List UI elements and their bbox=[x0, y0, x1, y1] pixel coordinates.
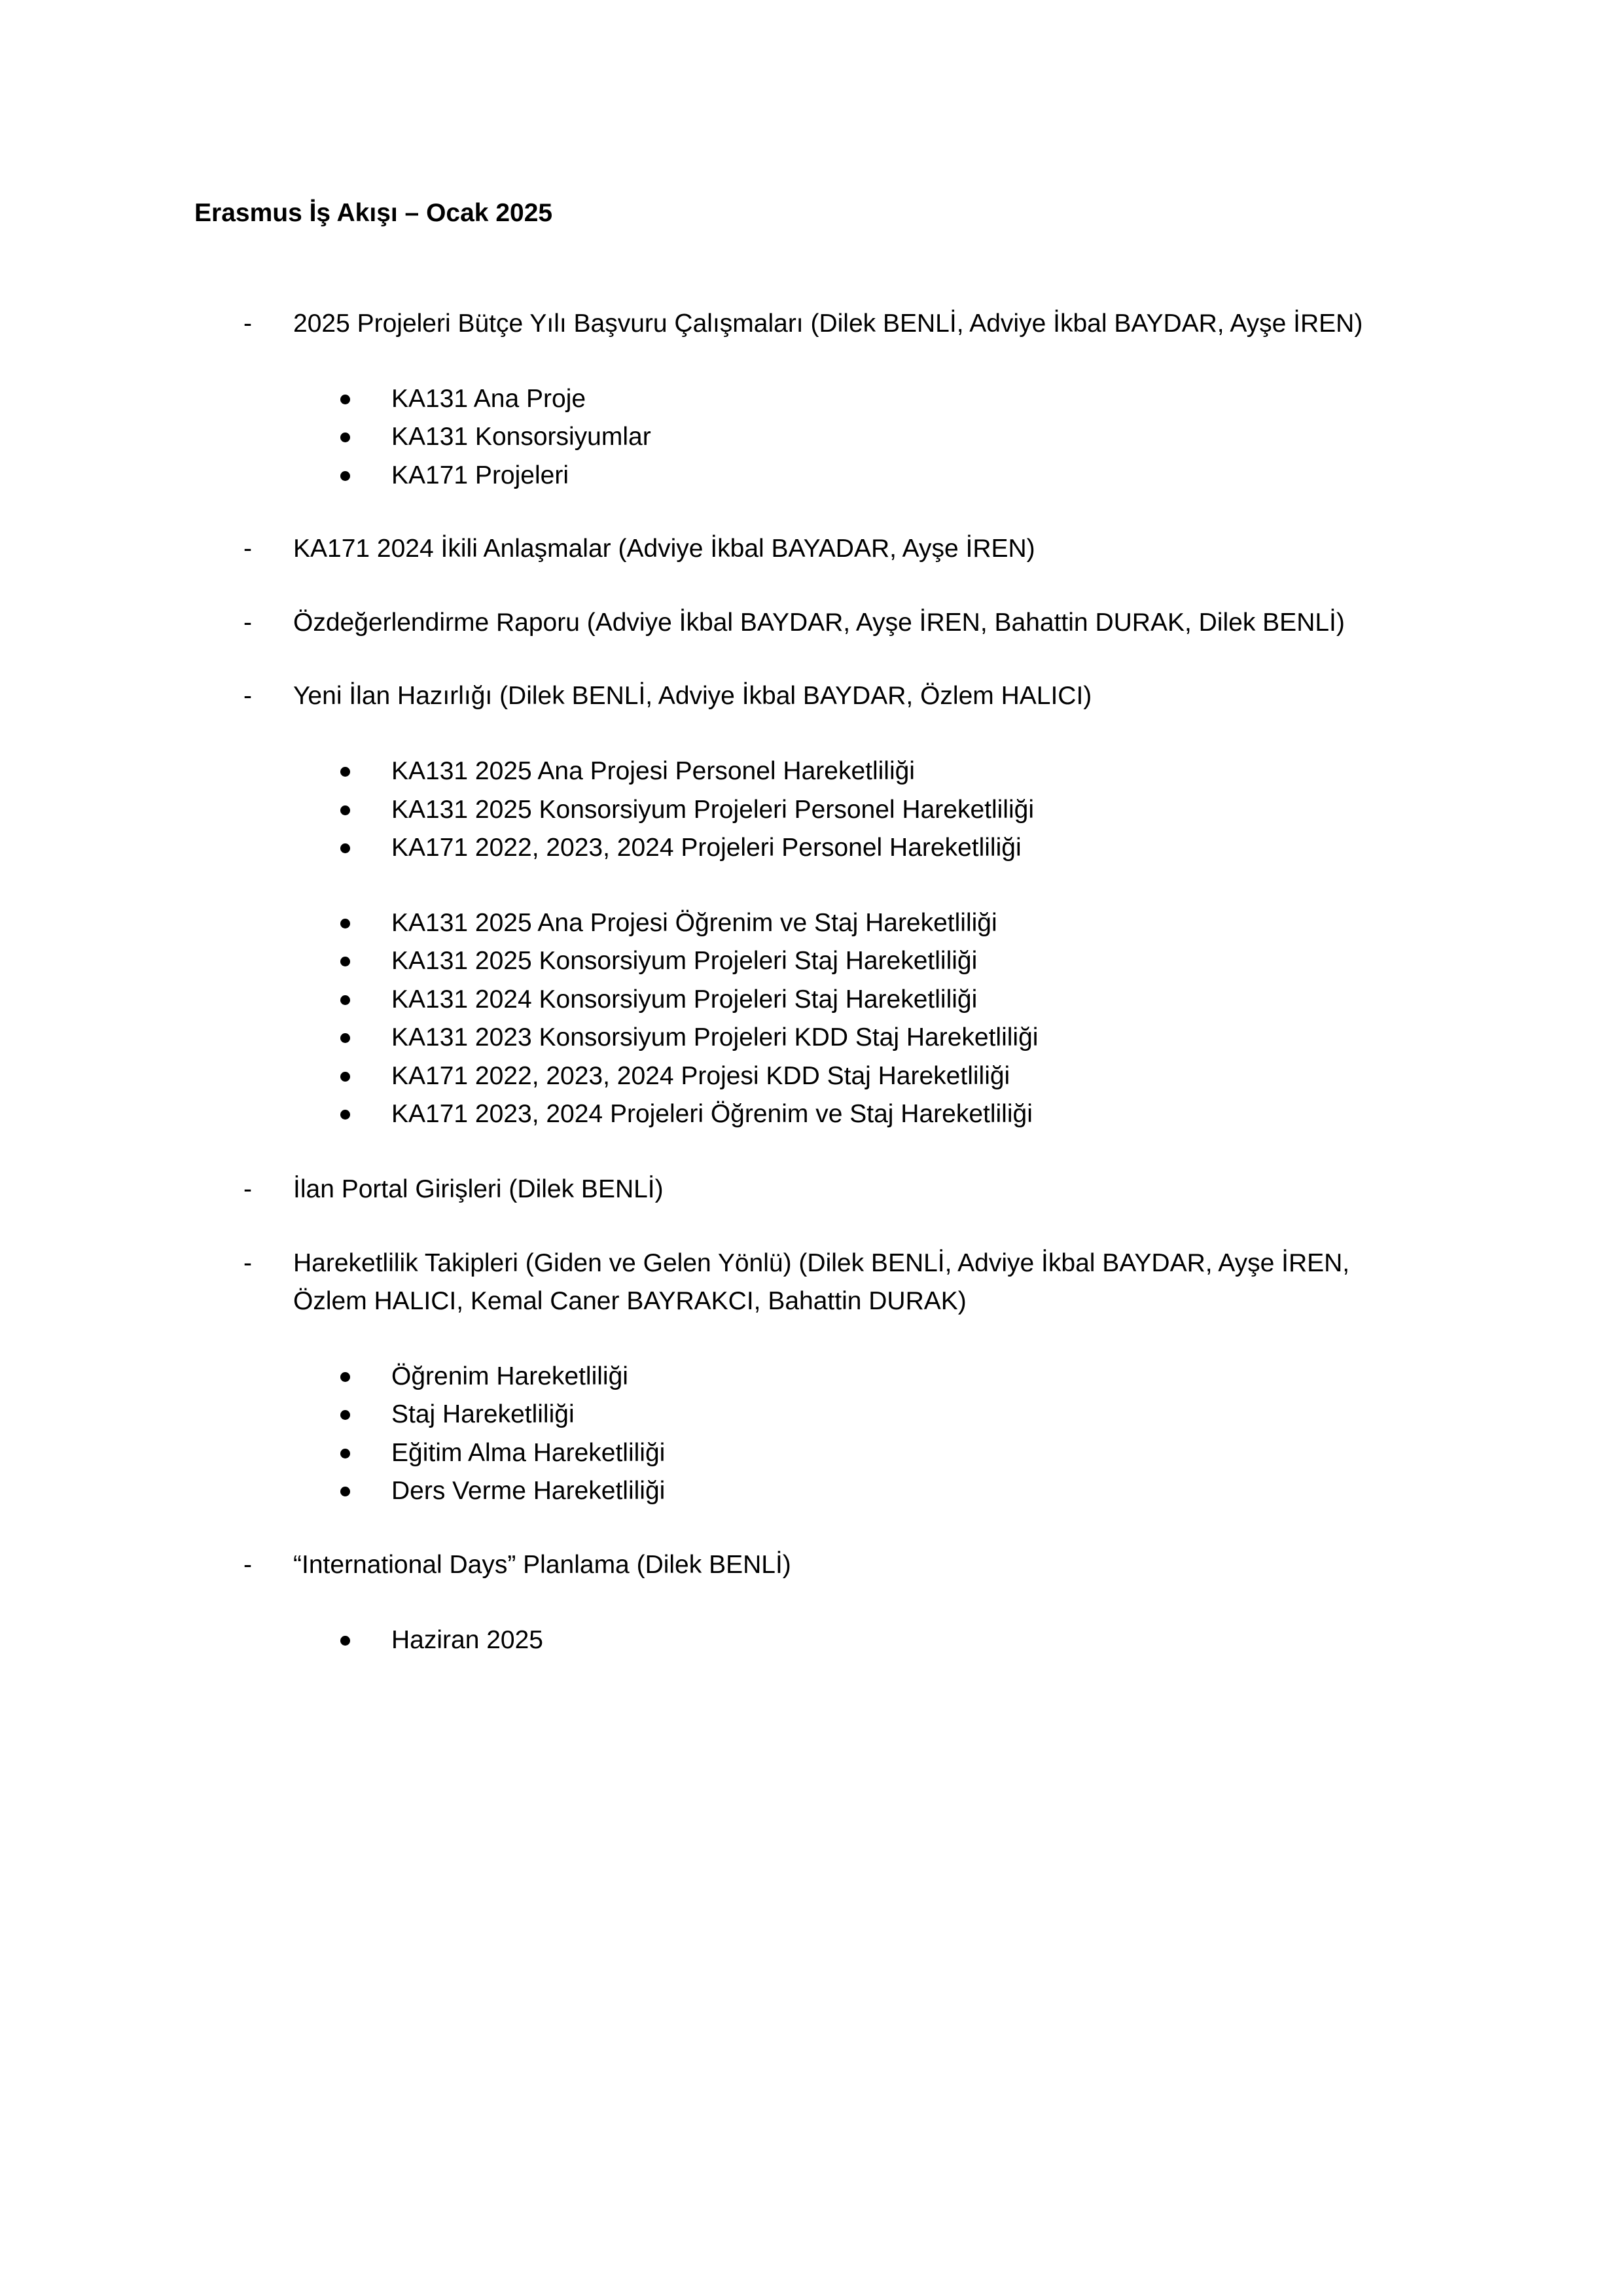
list-item bbox=[0, 752, 1623, 790]
list-item bbox=[0, 942, 1623, 980]
bullet-icon bbox=[339, 1621, 356, 1659]
section-heading-text: KA171 2024 İkili Anlaşmalar (Adviye İkbal BAYADAR, Ayşe İREN) bbox=[293, 535, 1035, 563]
bullet-icon bbox=[339, 981, 356, 1019]
list-item bbox=[0, 380, 1623, 418]
dash-marker: - bbox=[243, 535, 252, 563]
list-item-text: Öğrenim Hareketliliği bbox=[391, 1362, 628, 1390]
list-item bbox=[0, 904, 1623, 942]
section-heading-continuation bbox=[0, 1282, 1623, 1320]
dash-marker: - bbox=[243, 682, 252, 710]
list-item-text: KA131 2023 Konsorsiyum Projeleri KDD Staj Hareketliliği bbox=[391, 1023, 1039, 1051]
bullet-icon bbox=[339, 1396, 356, 1434]
bullet-icon bbox=[339, 1019, 356, 1057]
list-item bbox=[0, 457, 1623, 495]
section-heading-text: Özlem HALICI, Kemal Caner BAYRAKCI, Bahattin DURAK) bbox=[293, 1287, 967, 1315]
bullet-icon bbox=[339, 1472, 356, 1510]
section-heading bbox=[0, 1245, 1623, 1282]
list-item bbox=[0, 981, 1623, 1019]
list-item-text: Eğitim Alma Hareketliliği bbox=[391, 1439, 666, 1467]
bullet-icon bbox=[339, 942, 356, 980]
section-heading-text: Özdeğerlendirme Raporu (Adviye İkbal BAYDAR, Ayşe İREN, Bahattin DURAK, Dilek BENLİ) bbox=[293, 609, 1345, 637]
list-item-text: KA131 Konsorsiyumlar bbox=[391, 423, 651, 451]
section-heading bbox=[0, 530, 1623, 568]
bullet-icon bbox=[339, 380, 356, 418]
list-item-text: KA171 2022, 2023, 2024 Projeleri Personel Hareketliliği bbox=[391, 834, 1022, 862]
dash-marker: - bbox=[243, 1551, 252, 1579]
list-item bbox=[0, 791, 1623, 829]
bullet-icon bbox=[339, 1057, 356, 1095]
list-item bbox=[0, 1057, 1623, 1095]
list-item bbox=[0, 1472, 1623, 1510]
section-heading-text: 2025 Projeleri Bütçe Yılı Başvuru Çalışmaları (Dilek BENLİ, Adviye İkbal BAYDAR, Ayşe İREN) bbox=[293, 309, 1363, 338]
list-item-text: KA131 2025 Ana Projesi Personel Hareketliliği bbox=[391, 757, 915, 785]
bullet-icon bbox=[339, 829, 356, 867]
list-item-text: Ders Verme Hareketliliği bbox=[391, 1477, 666, 1505]
section-heading-text: Hareketlilik Takipleri (Giden ve Gelen Yönlü) (Dilek BENLİ, Adviye İkbal BAYDAR, Ayşe İREN, bbox=[293, 1249, 1350, 1277]
list-item-text: KA131 2025 Konsorsiyum Projeleri Personel Hareketliliği bbox=[391, 796, 1034, 824]
bullet-icon bbox=[339, 1434, 356, 1472]
list-item bbox=[0, 418, 1623, 456]
dash-marker: - bbox=[243, 609, 252, 637]
bullet-icon bbox=[339, 752, 356, 790]
list-item-text: Staj Hareketliliği bbox=[391, 1400, 575, 1428]
section-heading-text: “International Days” Planlama (Dilek BENLİ) bbox=[293, 1551, 791, 1579]
list-item-text: KA171 Projeleri bbox=[391, 461, 569, 489]
section-heading bbox=[0, 677, 1623, 715]
list-item bbox=[0, 1434, 1623, 1472]
list-item-text: KA131 2025 Konsorsiyum Projeleri Staj Hareketliliği bbox=[391, 947, 978, 975]
bullet-icon bbox=[339, 1095, 356, 1133]
list-item bbox=[0, 1621, 1623, 1659]
list-item-text: KA131 2025 Ana Projesi Öğrenim ve Staj Hareketliliği bbox=[391, 909, 997, 937]
bullet-icon bbox=[339, 904, 356, 942]
document-title: Erasmus İş Akışı – Ocak 2025 bbox=[194, 199, 553, 227]
list-item-text: KA131 Ana Proje bbox=[391, 385, 586, 413]
section-heading bbox=[0, 1171, 1623, 1209]
section-heading-text: Yeni İlan Hazırlığı (Dilek BENLİ, Adviye İkbal BAYDAR, Özlem HALICI) bbox=[293, 682, 1092, 710]
dash-marker: - bbox=[243, 1249, 252, 1277]
list-item bbox=[0, 829, 1623, 867]
bullet-icon bbox=[339, 1358, 356, 1396]
list-item bbox=[0, 1396, 1623, 1434]
list-item-text: KA171 2022, 2023, 2024 Projesi KDD Staj Hareketliliği bbox=[391, 1062, 1010, 1090]
section-heading bbox=[0, 305, 1623, 343]
bullet-icon bbox=[339, 791, 356, 829]
list-item bbox=[0, 1019, 1623, 1057]
section-heading-text: İlan Portal Girişleri (Dilek BENLİ) bbox=[293, 1175, 664, 1203]
dash-marker: - bbox=[243, 1175, 252, 1203]
list-item-text: KA171 2023, 2024 Projeleri Öğrenim ve Staj Hareketliliği bbox=[391, 1100, 1033, 1128]
list-item-text: Haziran 2025 bbox=[391, 1626, 543, 1654]
section-heading bbox=[0, 1546, 1623, 1584]
bullet-icon bbox=[339, 418, 356, 456]
section-heading bbox=[0, 604, 1623, 642]
list-item bbox=[0, 1358, 1623, 1396]
dash-marker: - bbox=[243, 309, 252, 338]
list-item bbox=[0, 1095, 1623, 1133]
bullet-icon bbox=[339, 457, 356, 495]
list-item-text: KA131 2024 Konsorsiyum Projeleri Staj Hareketliliği bbox=[391, 985, 978, 1014]
